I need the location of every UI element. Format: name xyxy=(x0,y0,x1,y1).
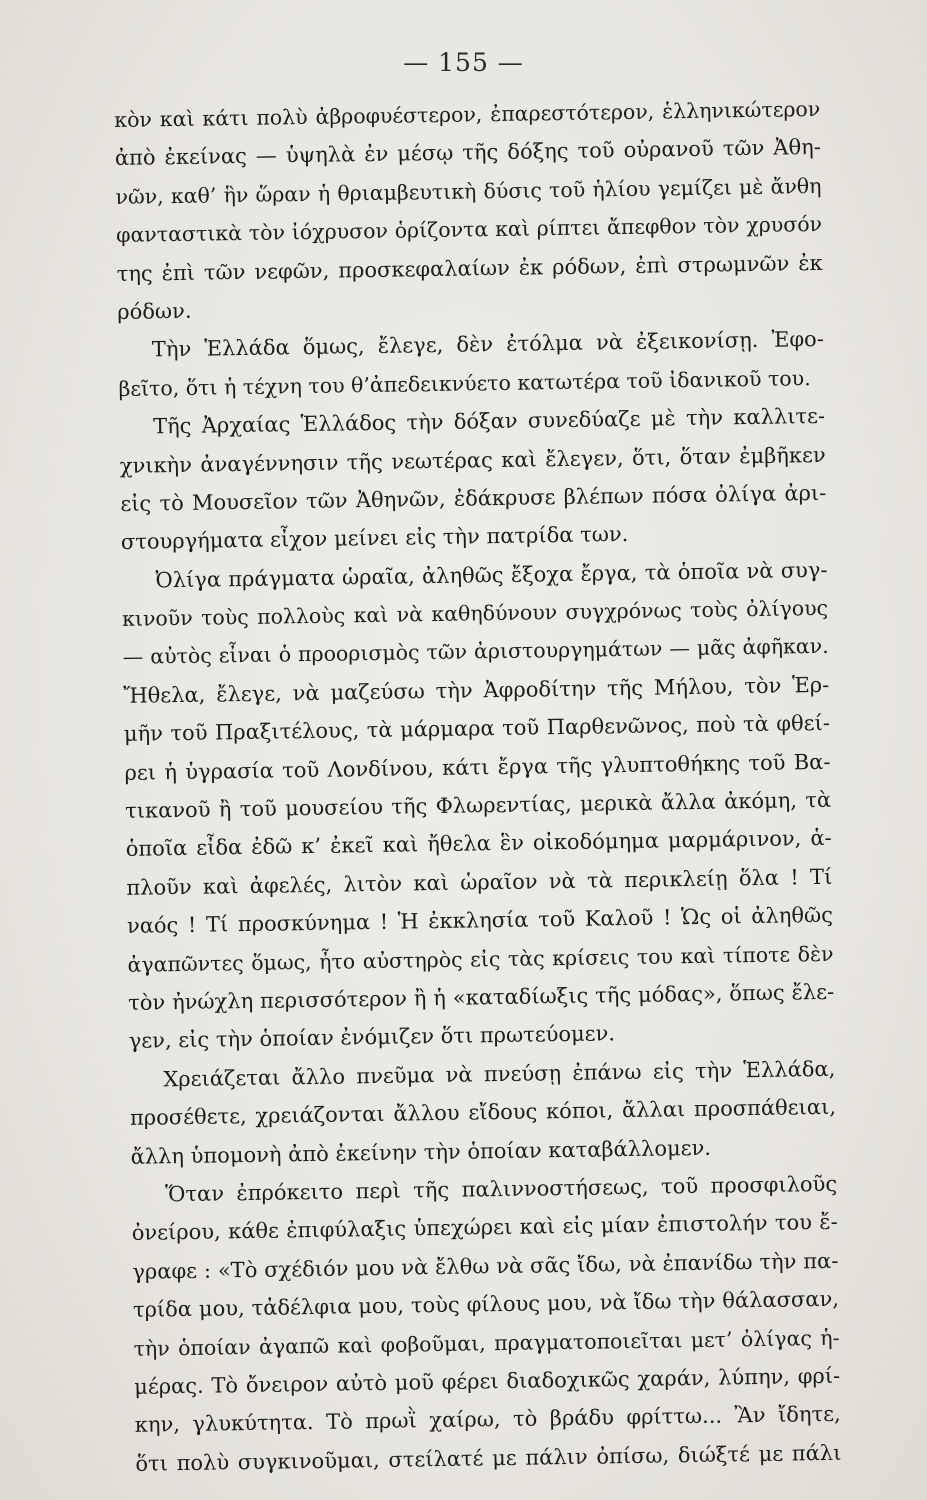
text-line: ρόδων. xyxy=(117,298,192,324)
text-line: τρίδα μου, τἀδέλφια μου, τοὺς φίλους μου, νὰ ἴδω τὴν θάλασσαν, xyxy=(132,1286,840,1322)
text-line: ὀνείρου, κάθε ἐπιφύλαξις ὑπεχώρει καὶ εἰς μίαν ἐπιστολήν του ἔ- xyxy=(131,1210,838,1246)
text-line: κινοῦν τοὺς πολλοὺς καὶ νὰ καθηδύνουν συγχρόνως τοὺς ὀλίγους xyxy=(121,595,829,632)
text-line: τὸν ἠνώχλη περισσότερον ἢ ἡ «καταδίωξις τῆς μόδας», ὅπως ἔλε- xyxy=(127,979,835,1015)
text-line: Ὀλίγα πράγματα ὡραῖα, ἀληθῶς ἔξοχα ἔργα, τὰ ὁποῖα νὰ συγ- xyxy=(155,557,828,593)
text-line: ὅτι πολὺ συγκινοῦμαι, στείλατέ με πάλιν ὀπίσω, διώξτέ με πάλι xyxy=(135,1440,842,1476)
text-line: γραφε : «Τὸ σχέδιόν μου νὰ ἔλθω νὰ σᾶς ἴδω, νὰ ἐπανίδω τὴν πα- xyxy=(132,1248,839,1284)
text-line: Ἤθελα, ἔλεγε, νὰ μαζεύσω τὴν Ἀφροδίτην τῆς Μήλου, τὸν Ἑρ- xyxy=(123,672,830,708)
text-line: τικανοῦ ἢ τοῦ μουσείου τῆς Φλωρεντίας, μερικὰ ἄλλα ἀκόμη, τὰ xyxy=(124,787,832,823)
text-line: Ὅταν ἐπρόκειτο περὶ τῆς παλιννοστήσεως, τοῦ προσφιλοῦς xyxy=(164,1171,838,1207)
text-line: ρει ἡ ὑγρασία τοῦ Λονδίνου, κάτι ἔργα τῆς γλυπτοθήκης τοῦ Βα- xyxy=(124,749,831,785)
text-line: ὁποῖα εἶδα ἐδῶ κ’ ἐκεῖ καὶ ἤθελα ἓν οἰκοδόμημα μαρμάρινον, ἁ- xyxy=(125,826,832,862)
text-line: γεν, εἰς τὴν ὁποίαν ἐνόμιζεν ὅτι πρωτεύομεν. xyxy=(128,1021,616,1054)
text-line: βεῖτο, ὅτι ἡ τέχνη του θ’ἀπεδεικνύετο κατωτέρα τοῦ ἰδανικοῦ του. xyxy=(118,365,811,401)
text-line: χνικὴν ἀναγέννησιν τῆς νεωτέρας καὶ ἔλεγεν, ὅτι, ὅταν ἐμβῆκεν xyxy=(119,442,826,478)
text-line: ἀγαπῶντες ὅμως, ἦτο αὐστηρὸς εἰς τὰς κρίσεις του καὶ τίποτε δὲν xyxy=(127,941,834,977)
text-line: Χρειάζεται ἄλλο πνεῦμα νὰ πνεύσῃ ἐπάνω εἰς τὴν Ἑλλάδα, xyxy=(163,1056,836,1092)
text-line: Τὴν Ἑλλάδα ὅμως, ἔλεγε, δὲν ἐτόλμα νὰ ἐξεικονίσῃ. Ἐφο- xyxy=(151,327,825,362)
text-line: πλοῦν καὶ ἀφελές, λιτὸν καὶ ὡραῖον νὰ τὰ περικλείῃ ὅλα ! Τί xyxy=(126,864,833,900)
text-line: εἰς τὸ Μουσεῖον τῶν Ἀθηνῶν, ἐδάκρυσε βλέπων πόσα ὀλίγα ἀρι- xyxy=(120,480,827,516)
body-text xyxy=(114,90,842,1483)
text-line: Τῆς Ἀρχαίας Ἑλλάδος τὴν δόξαν συνεδύαζε μὲ τὴν καλλιτε- xyxy=(152,403,826,439)
text-line: — αὐτὸς εἶναι ὁ προορισμὸς τῶν ἀριστουργημάτων — μᾶς ἀφῆκαν. xyxy=(122,634,829,670)
text-line: κὸν καὶ κάτι πολὺ ἀβροφυέστερον, ἐπαρεστότερον, ἑλληνικώτερον xyxy=(114,96,821,132)
text-line: μέρας. Τὸ ὄνειρον αὐτὸ μοῦ φέρει διαδοχικῶς χαράν, λύπην, φρί- xyxy=(134,1363,841,1399)
text-line: στουργήματα εἶχον μείνει εἰς τὴν πατρίδα των. xyxy=(120,522,629,555)
text-line: της ἐπὶ τῶν νεφῶν, προσκεφαλαίων ἐκ ρόδων, ἐπὶ στρωμνῶν ἐκ xyxy=(116,250,823,286)
text-line: ναός ! Τί προσκύνημα ! Ἡ ἐκκλησία τοῦ Καλοῦ ! Ὡς οἱ ἀληθῶς xyxy=(126,903,834,939)
text-line: ἀπὸ ἐκείνας — ὑψηλὰ ἐν μέσῳ τῆς δόξης τοῦ οὐρανοῦ τῶν Ἀθη- xyxy=(114,135,822,171)
text-line: κην, γλυκύτητα. Τὸ πρωῒ χαίρω, τὸ βράδυ φρίττω... Ἂν ἴδητε, xyxy=(134,1402,841,1438)
text-line: προσέθετε, χρειάζονται ἄλλου εἴδους κόποι, ἄλλαι προσπάθειαι, xyxy=(129,1094,837,1131)
text-line: νῶν, καθ’ ἣν ὥραν ἡ θριαμβευτικὴ δύσις τοῦ ἡλίου γεμίζει μὲ ἄνθη xyxy=(115,173,822,209)
text-line: τὴν ὁποίαν ἀγαπῶ καὶ φοβοῦμαι, πραγματοποιεῖται μετ’ ὀλίγας ἡ- xyxy=(133,1325,840,1361)
text-line: ἄλλη ὑπομονὴ ἀπὸ ἐκείνην τὴν ὁποίαν καταβάλλομεν. xyxy=(130,1135,712,1169)
text-line: μῆν τοῦ Πραξιτέλους, τὰ μάρμαρα τοῦ Παρθενῶνος, ποὺ τὰ φθεί- xyxy=(123,711,831,747)
page-number: — 155 — xyxy=(403,48,524,77)
text-line: φανταστικὰ τὸν ἰόχρυσον ὁρίζοντα καὶ ρίπτει ἄπεφθον τὸν χρυσόν xyxy=(115,212,823,248)
